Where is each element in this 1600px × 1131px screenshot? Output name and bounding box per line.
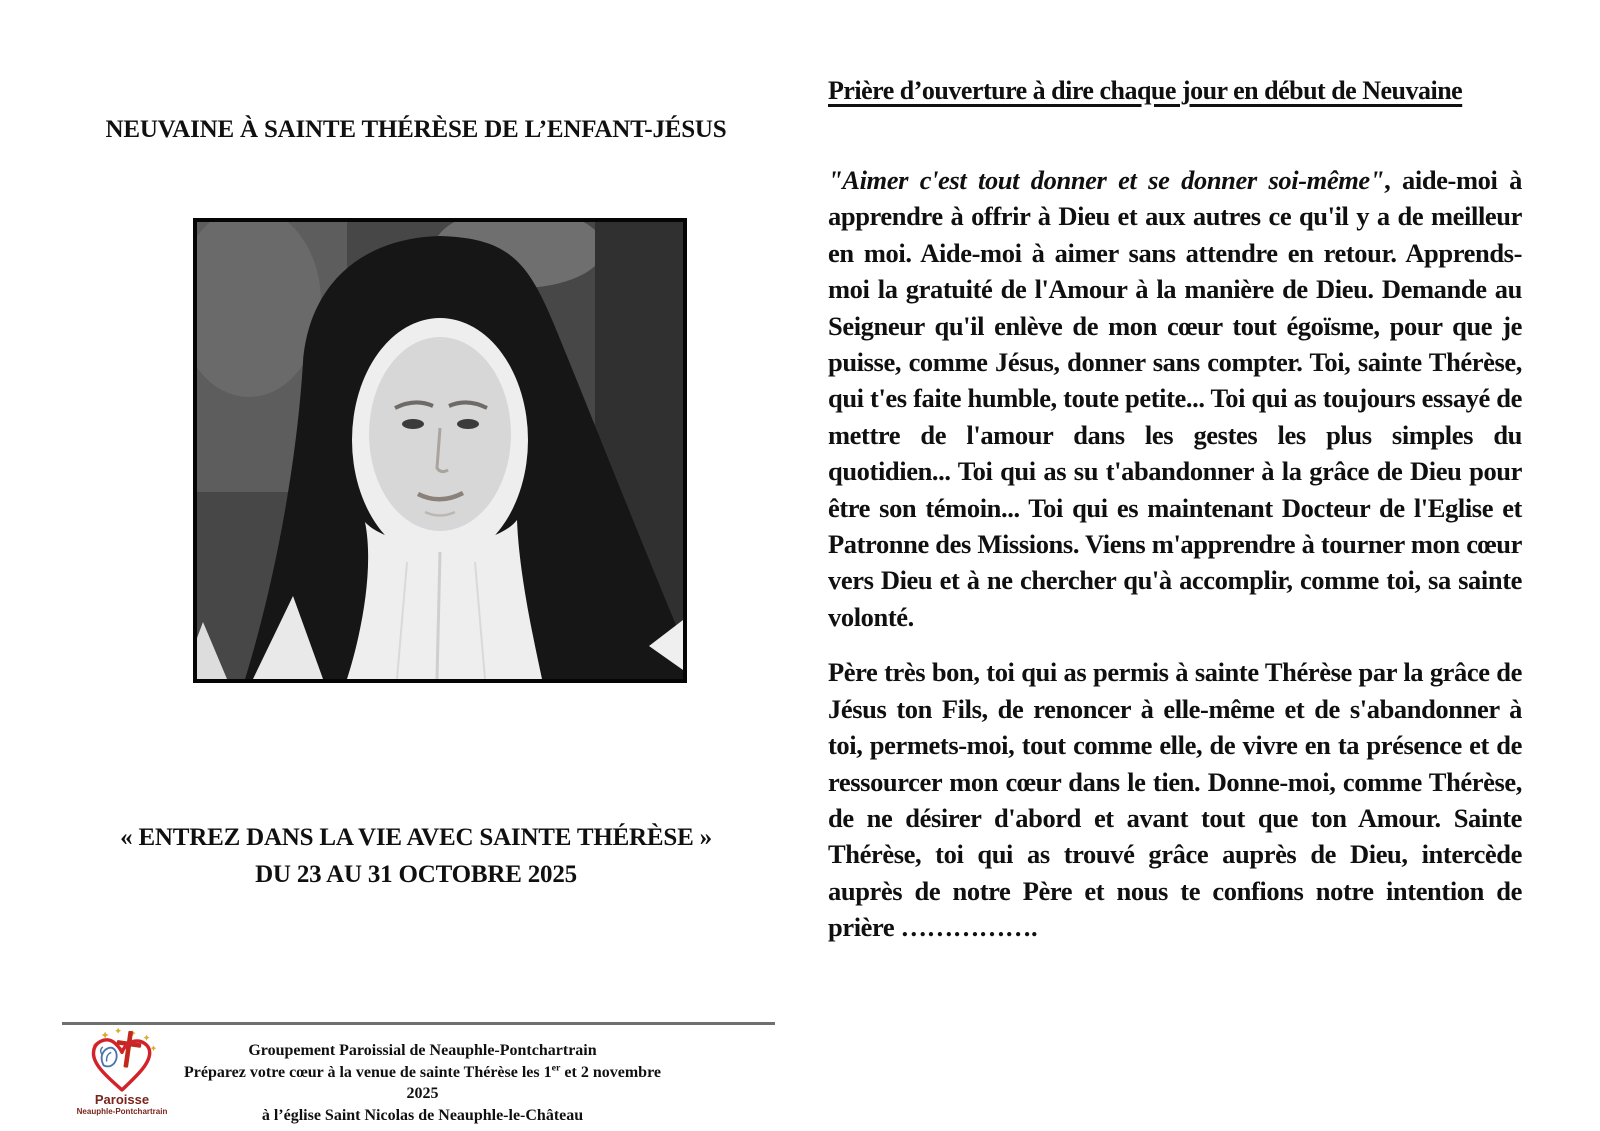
prayer-heading: Prière d’ouverture à dire chaque jour en début de Neuvaine: [828, 76, 1463, 105]
prayer-paragraph-2: Père très bon, toi qui as permis à sainte Thérèse par la grâce de Jésus ton Fils, de renoncer à elle-même et de s'abandonner à toi, permets-moi, tout comme elle, de vivre en ta présence et de ressourcer mon cœur dans le tien. Donne-moi, comme Thérèse, de ne désirer d'abord et avant tout que ton Amour. Sainte Thérèse, toi qui as trouvé grâce auprès de Dieu, intercède auprès de notre Père et nous te confions notre intention de prière …………….: [828, 657, 1522, 943]
footer-line-2-end: et 2 novembre 2025: [406, 1063, 661, 1102]
parish-logo: [70, 1027, 174, 1117]
prayer-column: [828, 76, 1522, 946]
footer-line-2-superscript: er: [551, 1062, 561, 1074]
logo-text-town: Neauphle-Pontchartrain: [76, 1107, 168, 1116]
cross-icon: [114, 1029, 143, 1069]
sacred-heart-logo-icon: [78, 1027, 166, 1093]
footer-line-3: à l’église Saint Nicolas de Neauphle-le-Château: [261, 1106, 584, 1124]
document-title: NEUVAINE À SAINTE THÉRÈSE DE L’ENFANT-JÉSUS: [105, 116, 727, 143]
footer-line-1: Groupement Paroissial de Neauphle-Pontchartrain: [248, 1042, 597, 1059]
prayer-paragraph-1-text: , aide-moi à apprendre à offrir à Dieu et aux autres ce qu'il y a de meilleur en moi. Aide-moi à aimer sans attendre en retour. Apprends-moi la gratuité de l'Amour à la manière de Dieu. Demande au Seigneur qu'il enlève de mon cœur tout égoïsme, pour que je puisse, comme Jésus, donner sans compter. Toi, sainte Thérèse, qui t'es faite humble, toute petite... Toi qui as toujours essayé de mettre de l'amour dans les gestes les plus simples du quotidien... Toi qui as su t'abandonner à la grâce de Dieu pour être son témoin... Toi qui es maintenant Docteur de l'Eglise et Patronne des Missions. Viens m'apprendre à tourner mon cœur vers Dieu et à ne chercher qu'à accomplir, comme toi, sa sainte volonté.: [828, 165, 1522, 632]
logo-text-paroisse: Paroisse: [94, 1092, 150, 1107]
prayer-paragraph-1: [828, 162, 1522, 635]
footer-divider: [62, 1022, 775, 1025]
nun-portrait-illustration: [197, 222, 683, 679]
therese-portrait-photo: [193, 218, 687, 683]
footer-text: [170, 1040, 675, 1126]
caption-entrez: « ENTREZ DANS LA VIE AVEC SAINTE THÉRÈSE »: [120, 824, 712, 851]
caption-dates: DU 23 AU 31 OCTOBRE 2025: [255, 861, 577, 888]
footer-line-2: [170, 1062, 675, 1105]
footer-line-2-start: Préparez votre cœur à la venue de sainte Thérèse les 1: [183, 1063, 552, 1081]
prayer-quote: "Aimer c'est tout donner et se donner soi-même": [828, 165, 1385, 195]
dove-icon: [101, 1047, 117, 1067]
